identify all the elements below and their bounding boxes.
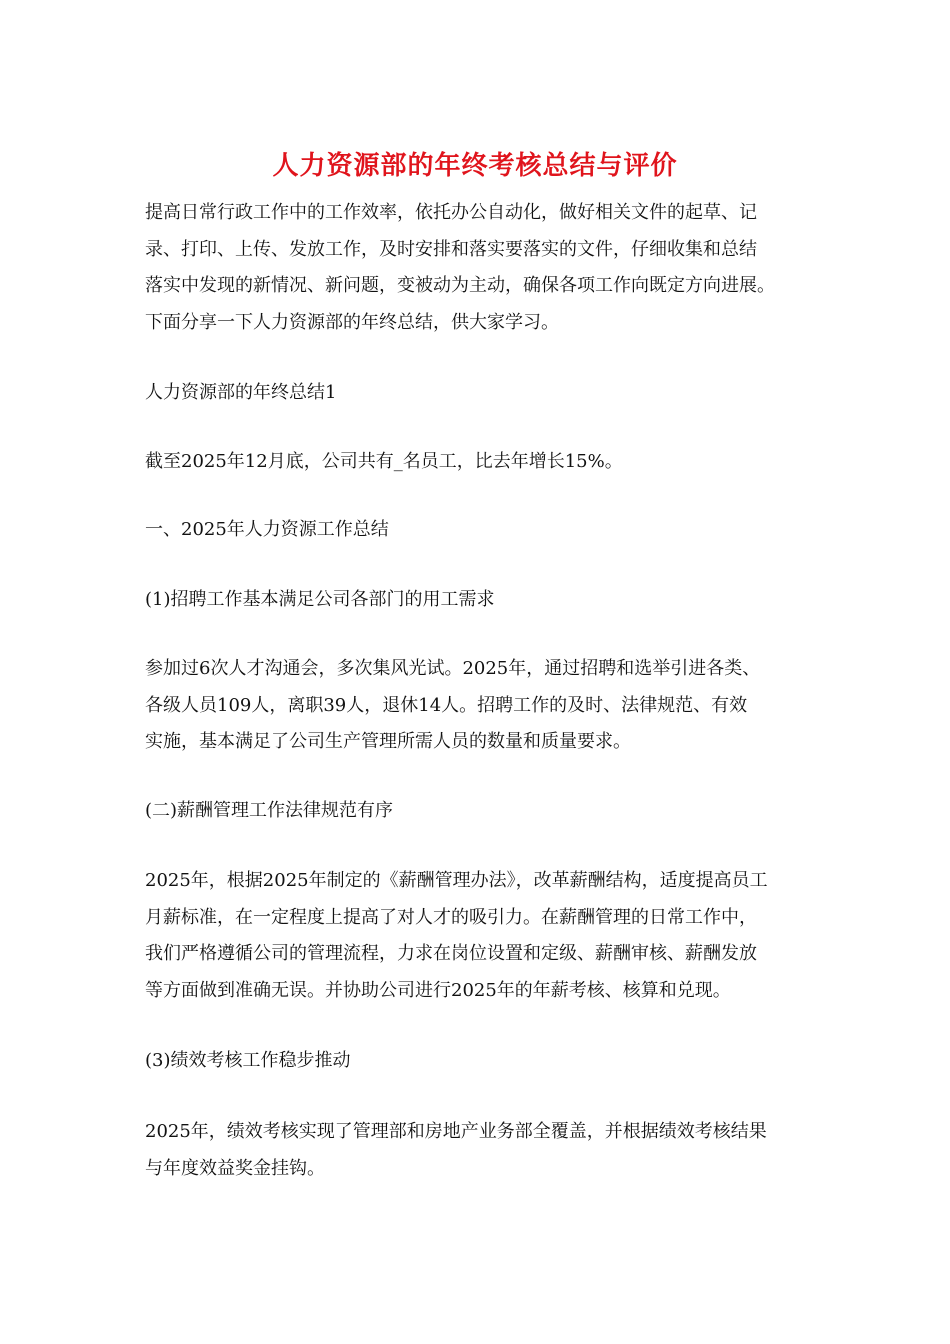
section-heading-summary-1 [145, 375, 810, 412]
text-line: 人力资源部的年终总结1 [145, 382, 337, 403]
employee-count-paragraph [145, 444, 810, 481]
text-line: 实施，基本满足了公司生产管理所需人员的数量和质量要求。 [145, 731, 631, 752]
text-line: 参加过6次人才沟通会，多次集风光试。2025年，通过招聘和选举引进各类、 [145, 658, 761, 679]
text-line: 2025年，根据2025年制定的《薪酬管理办法》，改革薪酬结构，适度提高员工 [145, 870, 768, 891]
subheading-recruitment [145, 582, 810, 619]
text-line: 2025年，绩效考核实现了管理部和房地产业务部全覆盖，并根据绩效考核结果 [145, 1121, 767, 1142]
text-line: 一、2025年人力资源工作总结 [145, 519, 389, 540]
subheading-compensation [145, 793, 810, 830]
text-line: 截至2025年12月底，公司共有_名员工，比去年增长15%。 [145, 451, 623, 472]
text-line: 等方面做到准确无误。并协助公司进行2025年的年薪考核、核算和兑现。 [145, 979, 731, 1001]
text-line: (二)薪酬管理工作法律规范有序 [145, 800, 394, 821]
text-line: 落实中发现的新情况、新问题，变被动为主动，确保各项工作向既定方向进展。 [145, 275, 775, 296]
subheading-performance [145, 1043, 810, 1080]
intro-paragraph [145, 195, 810, 341]
recruitment-paragraph [145, 651, 810, 761]
text-line: 月薪标准，在一定程度上提高了对人才的吸引力。在薪酬管理的日常工作中， [145, 906, 757, 928]
text-line: (3)绩效考核工作稳步推动 [145, 1050, 351, 1071]
text-line: 各级人员109人，离职39人，退休14人。招聘工作的及时、法律规范、有效 [145, 694, 748, 716]
compensation-paragraph [145, 863, 810, 1009]
text-line: 下面分享一下人力资源部的年终总结，供大家学习。 [145, 311, 559, 333]
text-line: 录、打印、上传、发放工作，及时安排和落实要落实的文件，仔细收集和总结 [145, 238, 757, 260]
document-title: 人力资源部的年终考核总结与评价 [272, 151, 678, 181]
text-line: 与年度效益奖金挂钩。 [145, 1157, 325, 1179]
text-line: (1)招聘工作基本满足公司各部门的用工需求 [145, 589, 495, 610]
text-line: 我们严格遵循公司的管理流程，力求在岗位设置和定级、薪酬审核、薪酬发放 [145, 943, 757, 964]
section-heading-hr-summary [145, 512, 810, 549]
performance-paragraph [145, 1114, 810, 1187]
text-line: 提高日常行政工作中的工作效率，依托办公自动化，做好相关文件的起草、记 [145, 202, 757, 223]
